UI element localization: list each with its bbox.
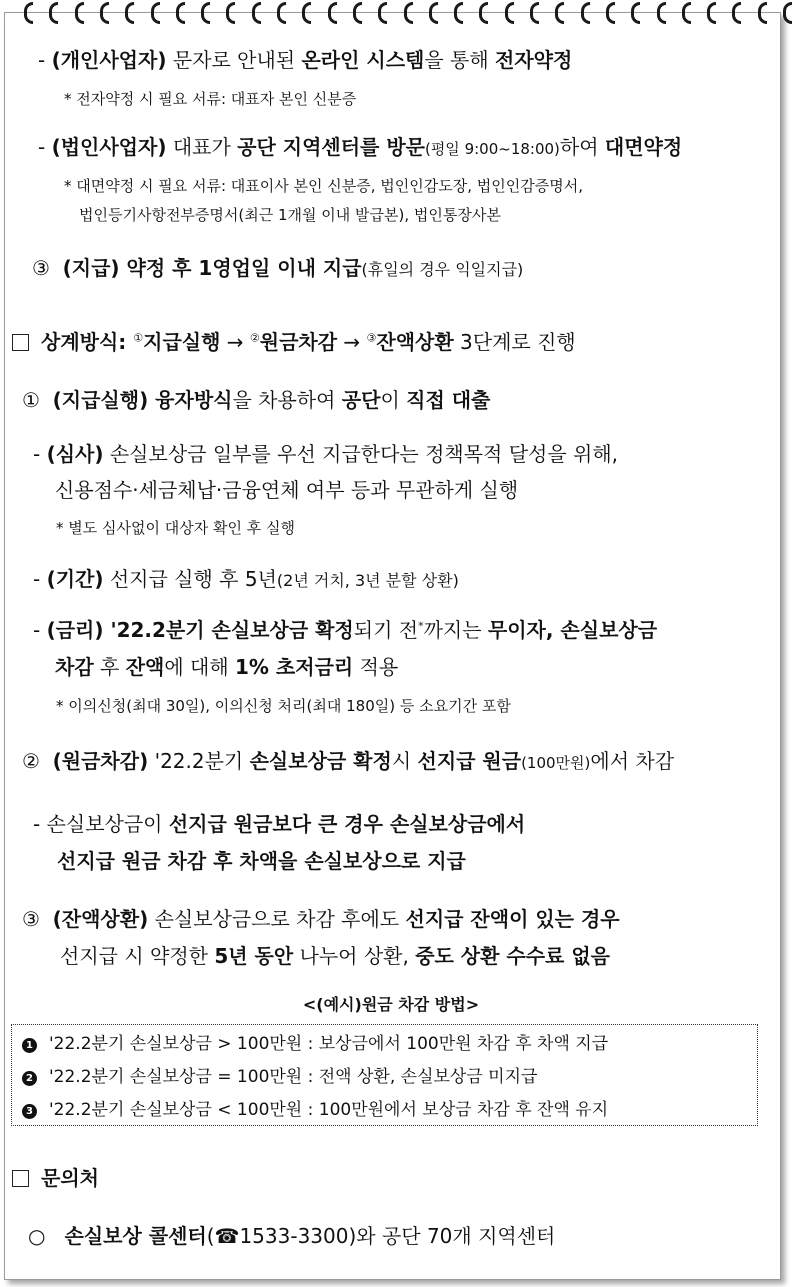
binding-ring-icon bbox=[732, 2, 741, 24]
binding-ring-icon bbox=[707, 2, 716, 24]
binding-ring-icon bbox=[226, 2, 235, 24]
binding-ring-icon bbox=[176, 2, 185, 24]
example-title: <(예시)원금 차감 방법> bbox=[302, 995, 480, 1014]
binding-ring-icon bbox=[353, 2, 362, 24]
example-row: 1 '22.2분기 손실보상금 > 100만원 : 보상금에서 100만원 차감 후 차액 지급 bbox=[22, 1029, 608, 1054]
binding-ring-icon bbox=[631, 2, 640, 24]
binding-ring-icon bbox=[328, 2, 337, 24]
binding-ring-icon bbox=[201, 2, 210, 24]
binding-ring-icon bbox=[555, 2, 564, 24]
step1-execution: ① (지급실행) 융자방식을 차용하여 공단이 직접 대출 bbox=[22, 388, 491, 412]
binding-ring-icon bbox=[657, 2, 666, 24]
number-bullet-icon: 1 bbox=[22, 1038, 37, 1053]
deduction-detail-line1: - 손실보상금이 선지급 원금보다 큰 경우 손실보상금에서 bbox=[33, 812, 526, 836]
binding-ring-icon bbox=[783, 2, 792, 24]
deduction-detail-line2: 선지급 원금 차감 후 차액을 손실보상으로 지급 bbox=[57, 849, 466, 873]
binding-ring-icon bbox=[49, 2, 58, 24]
step3-repayment-line1: ③ (잔액상환) 손실보상금으로 차감 후에도 선지급 잔액이 있는 경우 bbox=[22, 907, 620, 931]
binding-ring-icon bbox=[277, 2, 286, 24]
example-box bbox=[11, 1024, 758, 1126]
example-row: 3 '22.2분기 손실보상금 < 100만원 : 100만원에서 보상금 차감 후 잔액 유지 bbox=[22, 1095, 608, 1120]
review-note: * 별도 심사없이 대상자 확인 후 실행 bbox=[56, 519, 295, 537]
binding-ring-icon bbox=[151, 2, 160, 24]
binding-ring-icon bbox=[682, 2, 691, 24]
example-row: 2 '22.2분기 손실보상금 = 100만원 : 전액 상환, 손실보상금 미지급 bbox=[22, 1062, 537, 1087]
contact-heading: 문의처 bbox=[12, 1162, 99, 1191]
binding-ring-icon bbox=[606, 2, 615, 24]
checkbox-square-icon bbox=[12, 334, 29, 351]
rate-line1: - (금리) '22.2분기 손실보상금 확정되기 전*까지는 무이자, 손실보상금 bbox=[33, 618, 658, 642]
step2-deduction: ② (원금차감) '22.2분기 손실보상금 확정시 선지급 원금(100만원)에서 차감 bbox=[22, 749, 675, 773]
corporate-business-line: - (법인사업자) 대표가 공단 지역센터를 방문(평일 9:00~18:00)하여 대면약정 bbox=[38, 135, 683, 159]
binding-ring-icon bbox=[24, 2, 33, 24]
step3-repayment-line2: 선지급 시 약정한 5년 동안 나누어 상환, 중도 상환 수수료 없음 bbox=[60, 944, 610, 968]
payment-step: ③ (지급) 약정 후 1영업일 이내 지급(휴일의 경우 익일지급) bbox=[32, 256, 524, 280]
binding-ring-icon bbox=[302, 2, 311, 24]
rate-note: * 이의신청(최대 30일), 이의신청 처리(최대 180일) 등 소요기간 포함 bbox=[56, 697, 511, 715]
binding-ring-icon bbox=[581, 2, 590, 24]
corporate-note-line2: 법인등기사항전부증명서(최근 1개월 이내 발급본), 법인통장사본 bbox=[79, 206, 501, 224]
binding-ring-icon bbox=[454, 2, 463, 24]
binding-ring-icon bbox=[530, 2, 539, 24]
binding-ring-icon bbox=[125, 2, 134, 24]
binding-ring-icon bbox=[429, 2, 438, 24]
checkbox-square-icon bbox=[12, 1170, 29, 1187]
period-line: - (기간) 선지급 실행 후 5년(2년 거치, 3년 분할 상환) bbox=[33, 567, 459, 591]
number-bullet-icon: 3 bbox=[22, 1104, 37, 1119]
binding-ring-icon bbox=[75, 2, 84, 24]
individual-note: * 전자약정 시 필요 서류: 대표자 본인 신분증 bbox=[64, 90, 357, 108]
binding-ring-icon bbox=[505, 2, 514, 24]
contact-line: ○ 손실보상 콜센터(☎1533-3300)와 공단 70개 지역센터 bbox=[28, 1224, 556, 1248]
spiral-binding bbox=[0, 0, 794, 30]
binding-ring-icon bbox=[758, 2, 767, 24]
review-line1: - (심사) 손실보상금 일부를 우선 지급한다는 정책목적 달성을 위해, bbox=[33, 442, 619, 466]
binding-ring-icon bbox=[404, 2, 413, 24]
review-line2: 신용점수·세금체납·금융연체 여부 등과 무관하게 실행 bbox=[55, 478, 519, 502]
rate-line2: 차감 후 잔액에 대해 1% 초저금리 적용 bbox=[55, 655, 399, 679]
binding-ring-icon bbox=[479, 2, 488, 24]
binding-ring-icon bbox=[252, 2, 261, 24]
binding-ring-icon bbox=[100, 2, 109, 24]
offset-method-heading: 상계방식: ①지급실행 → ②원금차감 → ③잔액상환 3단계로 진행 bbox=[12, 326, 576, 355]
corporate-note-line1: * 대면약정 시 필요 서류: 대표이사 본인 신분증, 법인인감도장, 법인인감증명서, bbox=[64, 177, 583, 195]
circle-bullet-icon: ○ bbox=[28, 1224, 46, 1248]
number-bullet-icon: 2 bbox=[22, 1071, 37, 1086]
binding-ring-icon bbox=[378, 2, 387, 24]
individual-business-line: - (개인사업자) 문자로 안내된 온라인 시스템을 통해 전자약정 bbox=[38, 48, 573, 72]
